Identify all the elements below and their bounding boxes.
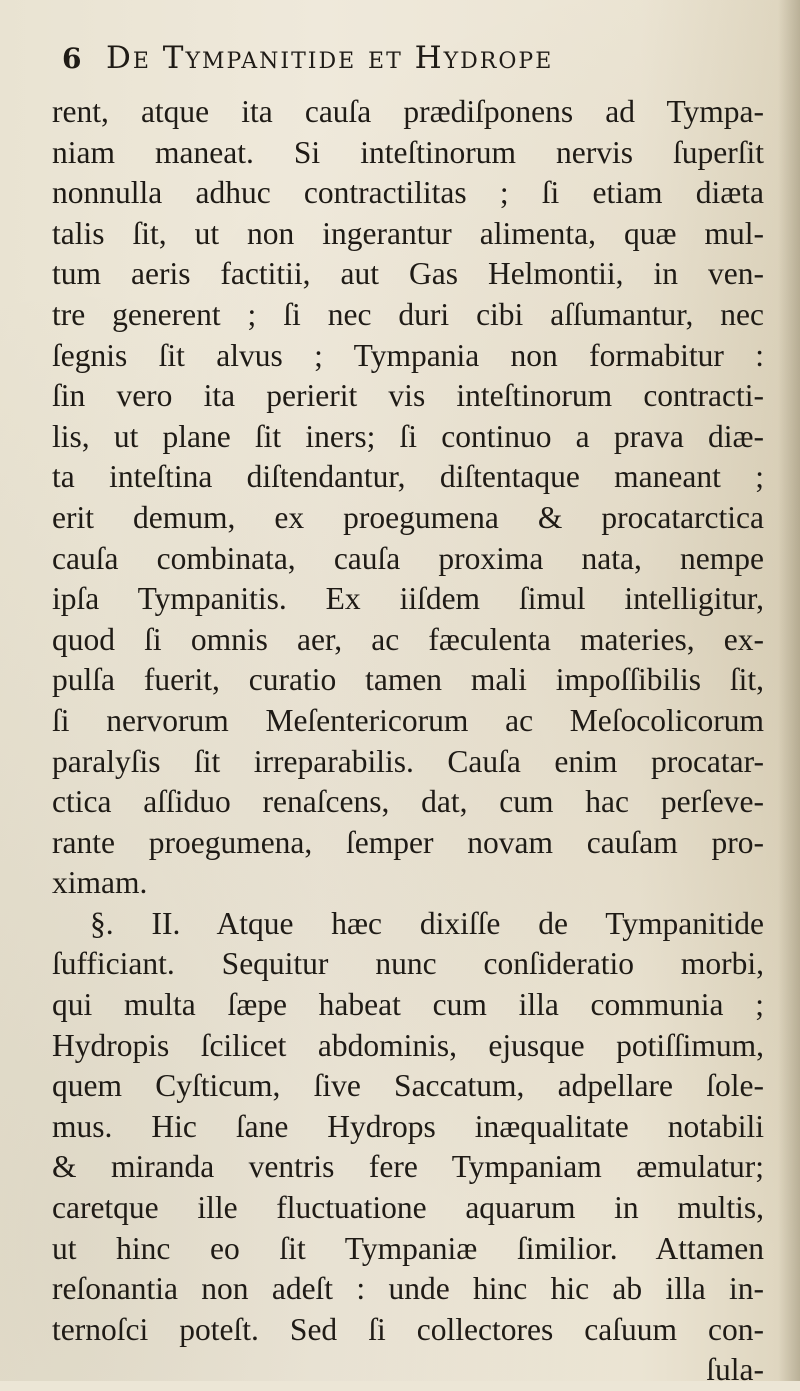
- page-number: 6: [62, 42, 83, 75]
- text-line: ſin vero ita perierit vis inteſtinorum contracti-: [52, 378, 764, 414]
- text-line: niam maneat. Si inteſtinorum nervis ſuperſit: [52, 134, 764, 170]
- text-line: ta inteſtina diſtendantur, diſtentaque maneant ;: [52, 459, 764, 495]
- text-line: quem Cyſticum, ſive Saccatum, adpellare ſole-: [52, 1068, 764, 1104]
- text-line: quod ſi omnis aer, ac fæculenta materies, ex-: [52, 621, 764, 657]
- text-line: caretque ille fluctuatione aquarum in multis,: [52, 1190, 764, 1226]
- text-line: nonnulla adhuc contractilitas ; ſi etiam diæta: [52, 175, 764, 211]
- text-line: mus. Hic ſane Hydrops inæqualitate notabili: [52, 1108, 764, 1144]
- text-line: erit demum, ex proegumena & procatarctica: [52, 499, 764, 535]
- text-line: Hydropis ſcilicet abdominis, ejusque potiſſimum,: [52, 1027, 764, 1063]
- text-line: ſegnis ſit alvus ; Tympania non formabitur :: [52, 337, 764, 373]
- text-line: rent, atque ita cauſa prædiſponens ad Tympa-: [52, 94, 764, 129]
- running-header: [62, 40, 764, 92]
- text-line: lis, ut plane ſit iners; ſi continuo a prava diæ-: [52, 418, 764, 454]
- text-line: paralyſis ſit irreparabilis. Cauſa enim procatar-: [52, 743, 764, 779]
- text-line: talis ſit, ut non ingerantur alimenta, quæ mul-: [52, 215, 764, 251]
- page-edge-shadow: [778, 0, 800, 1381]
- text-line: qui multa ſæpe habeat cum illa communia ;: [52, 987, 764, 1023]
- paragraph-end-line: ximam.: [52, 865, 148, 901]
- text-line: reſonantia non adeſt : unde hinc hic ab illa in-: [52, 1271, 764, 1307]
- text-line: cauſa combinata, cauſa proxima nata, nempe: [52, 540, 764, 576]
- text-line: pulſa fuerit, curatio tamen mali impoſſibilis ſit,: [52, 662, 764, 698]
- text-line: rante proegumena, ſemper novam cauſam pro-: [52, 824, 764, 860]
- text-line: ſi nervorum Meſentericorum ac Meſocolicorum: [52, 702, 764, 738]
- text-line: ſufficiant. Sequitur nunc conſideratio morbi,: [52, 946, 764, 982]
- text-line: ipſa Tympanitis. Ex iiſdem ſimul intelligitur,: [52, 581, 764, 617]
- page-text-block: [52, 40, 764, 1391]
- text-line: ctica aſſiduo renaſcens, dat, cum hac perſeve-: [52, 784, 764, 820]
- running-title: De Tympanitide et Hydrope: [106, 40, 554, 76]
- text-line: ut hinc eo ſit Tympaniæ ſimilior. Attamen: [52, 1230, 764, 1266]
- text-line: & miranda ventris fere Tympaniam æmulatur;: [52, 1149, 764, 1185]
- text-line: tum aeris factitii, aut Gas Helmontii, in ven-: [52, 256, 764, 292]
- catchword: ſula-: [706, 1352, 764, 1388]
- text-line: tre generent ; ſi nec duri cibi aſſumantur, nec: [52, 296, 764, 332]
- section-start-line: §. II. Atque hæc dixiſſe de Tympanitide: [90, 905, 764, 941]
- text-line: ternoſci poteſt. Sed ſi collectores caſuum con-: [52, 1311, 764, 1347]
